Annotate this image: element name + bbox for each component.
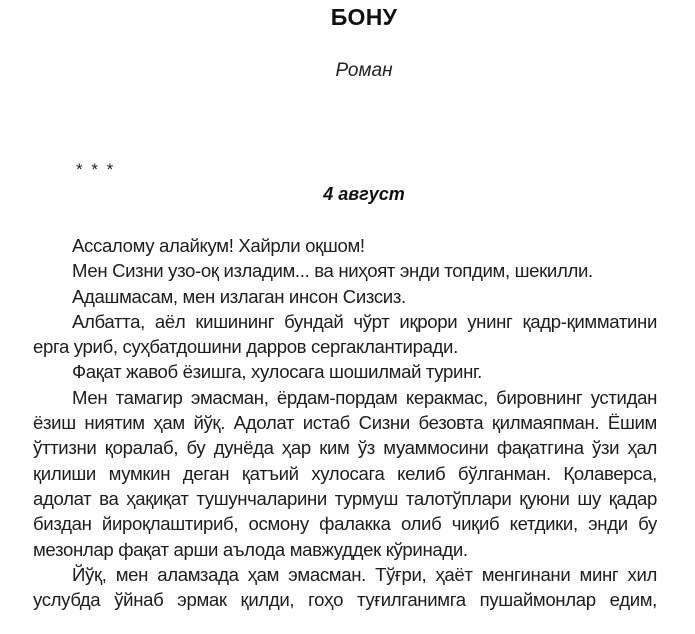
- book-title: БОНУ: [330, 4, 398, 30]
- paragraph: Фақат жавоб ёзишга, хулосага шошилмай туринг.: [72, 361, 482, 383]
- date-heading: 4 август: [323, 184, 405, 204]
- paragraph: Йўқ, мен аламзада ҳам эмасман. Тўғри, ҳаёт менгинани минг хил услубда ўйнаб эрмак қилди, гоҳо туғилганимга пушаймонлар едим,: [33, 563, 657, 611]
- section-separator: * * *: [76, 160, 116, 179]
- body-text: [33, 233, 657, 612]
- paragraph: Ассалому алайкум! Хайрли оқшом!: [72, 235, 365, 256]
- paragraph: Адашмасам, мен излаган инсон Сизсиз.: [72, 285, 406, 307]
- paragraph: Мен Сизни узо-оқ изладим... ва ниҳоят энди топдим, шекилли.: [72, 260, 593, 282]
- paragraph: Албатта, аёл кишининг бундай чўрт иқрори унинг қадр-қимматини ерга уриб, суҳбатдошини дарров сергаклантиради.: [33, 310, 657, 358]
- book-genre-subtitle: Роман: [335, 60, 393, 81]
- paragraph: Мен тамагир эмасман, ёрдам-пордам кеpакмас, бировнинг устидан ёзиш ниятим ҳам йўқ. Адолат истаб Сизни безовта қилмаяпман. Ёшим ўттизни қоралаб, бу дунёда ҳар ким ўз муаммосини фақатгина ўзи ҳал қилиши мумкин деган қатъий хулосага келиб бўлганман. Қолаверса, адолат ва ҳақиқат тушунчаларини турмуш талотўплари қуюни шу қадар биздан йироқлаштириб, осмону фалакка олиб чиқиб кетдики, энди бу мезонлар фақат арши аълода мавжуддек кўринади.: [33, 386, 657, 560]
